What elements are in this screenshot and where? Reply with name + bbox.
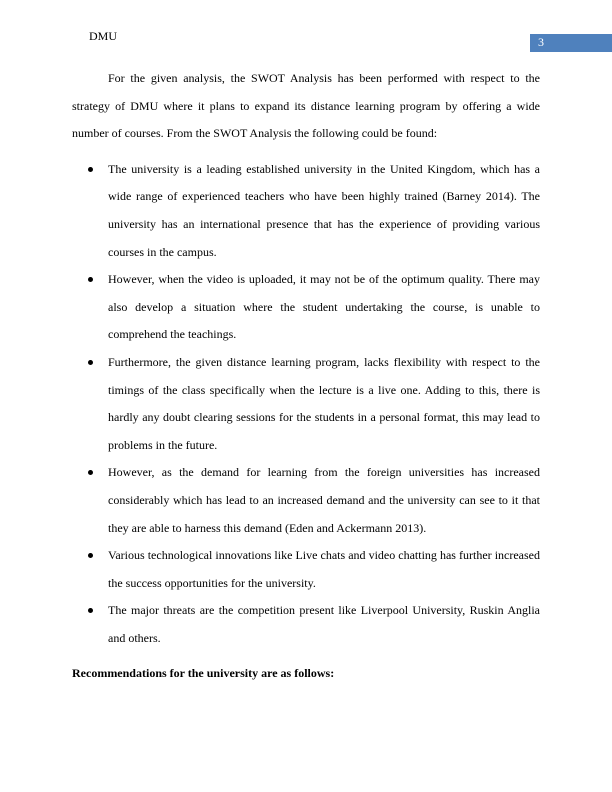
bullet-icon	[88, 167, 93, 172]
recommendations-heading: Recommendations for the university are as follows:	[72, 666, 335, 681]
page-number: 3	[538, 35, 544, 49]
list-item-text: However, when the video is uploaded, it may not be of the optimum quality. There may also develop a situation where the student undertaking the course, is unable to comprehend the teachings.	[108, 272, 540, 342]
list-item	[72, 459, 540, 542]
document-body	[72, 65, 540, 688]
running-head: DMU	[89, 29, 118, 43]
list-item	[72, 597, 540, 652]
list-item-text: Furthermore, the given distance learning program, lacks flexibility with respect to the timings of the class specifically when the lecture is a live one. Adding to this, there is hardly any doubt clearing sessions for the students in a personal format, this may lead to problems in the future.	[108, 354, 540, 452]
bullet-icon	[88, 360, 93, 365]
list-item	[72, 266, 540, 349]
bullet-icon	[88, 553, 93, 558]
list-item-text: The university is a leading established university in the United Kingdom, which has a wide range of experienced teachers who have been highly trained (Barney 2014). The university has an international presence that has the experience of providing various courses in the campus.	[108, 161, 540, 259]
list-item	[72, 349, 540, 459]
list-item	[72, 542, 540, 597]
bullet-icon	[88, 470, 93, 475]
list-item-text: Various technological innovations like Live chats and video chatting has further increased the success opportunities for the university.	[108, 548, 540, 590]
list-item-text: The major threats are the competition present like Liverpool University, Ruskin Anglia and others.	[108, 603, 540, 645]
swot-findings-list	[72, 156, 540, 653]
intro-paragraph: For the given analysis, the SWOT Analysis has been performed with respect to the strategy of DMU where it plans to expand its distance learning program by offering a wide number of courses. From the SWOT Analysis the following could be found:	[72, 71, 540, 141]
bullet-icon	[88, 277, 93, 282]
list-item	[72, 156, 540, 266]
list-item-text: However, as the demand for learning from the foreign universities has increased considerably which has lead to an increased demand and the university can see to it that they are able to harness this demand (Eden and Ackermann 2013).	[108, 465, 540, 535]
page-number-bar	[530, 34, 612, 52]
bullet-icon	[88, 608, 93, 613]
